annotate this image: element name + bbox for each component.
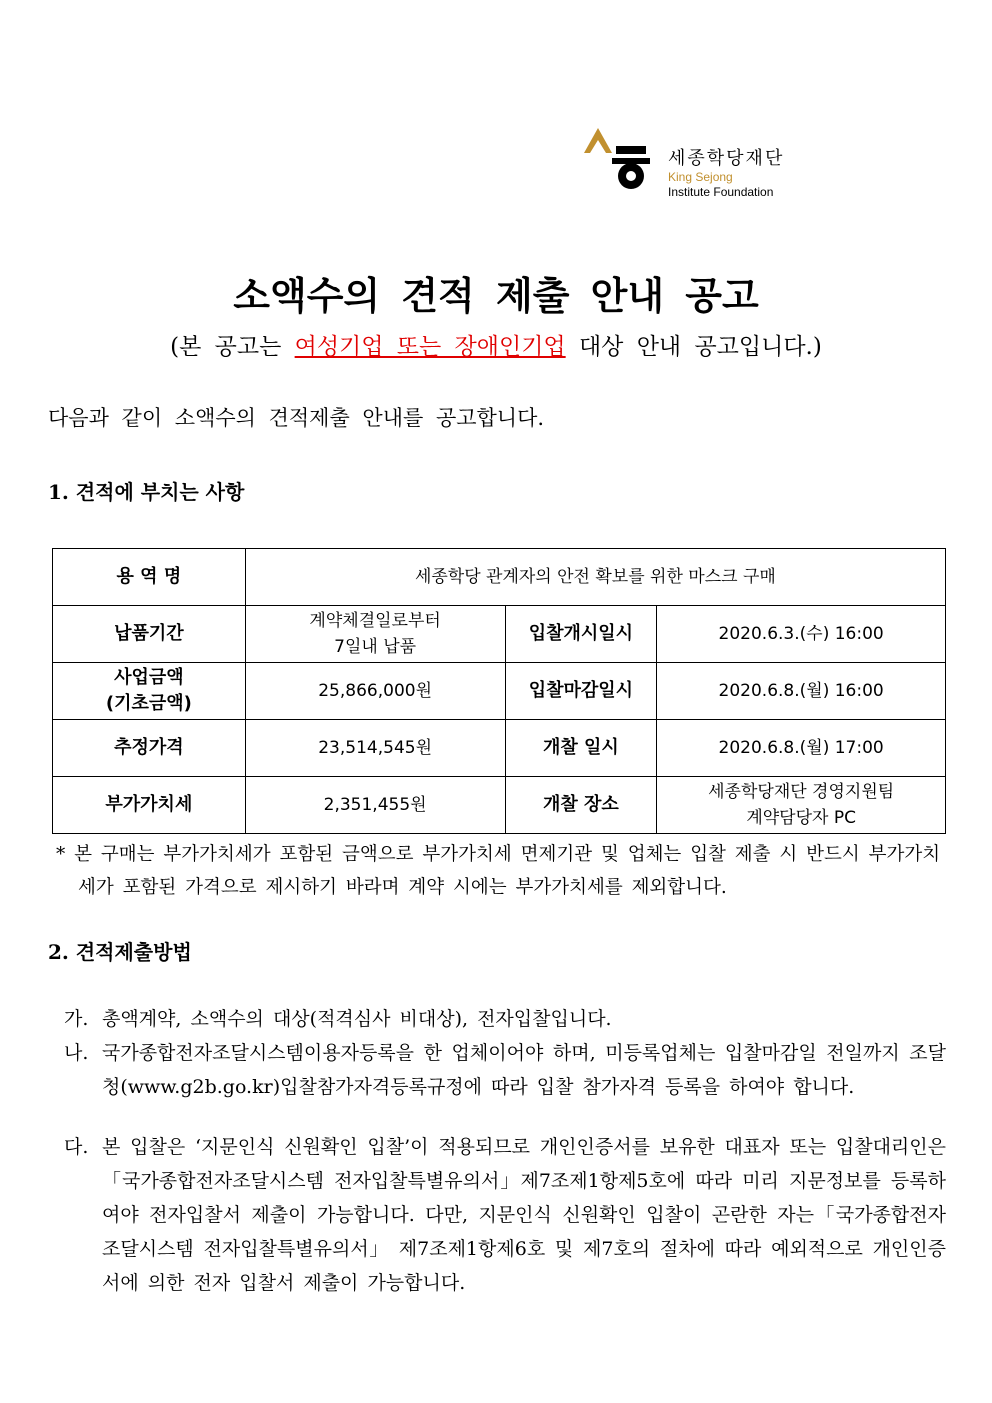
subtitle-suffix: 대상 안내 공고입니다.): [565, 334, 822, 360]
bid-open-label: 입찰개시일시: [505, 606, 657, 663]
foundation-logo: [582, 128, 842, 203]
amount-value: 25,866,000원: [245, 663, 505, 720]
logo-english-line2: Institute Foundation: [668, 185, 774, 199]
table-row: [53, 777, 946, 834]
item-label: 나.: [64, 1042, 89, 1064]
vat-value: 2,351,455원: [245, 777, 505, 834]
place-label: 개찰 장소: [505, 777, 657, 834]
amount-label-line1: 사업금액: [114, 667, 184, 688]
estimate-value: 23,514,545원: [245, 720, 505, 777]
delivery-value: [245, 606, 505, 663]
bid-close-label: 입찰마감일시: [505, 663, 657, 720]
service-name-value: 세종학당 관계자의 안전 확보를 위한 마스크 구매: [245, 549, 945, 606]
intro-text: 다음과 같이 소액수의 견적제출 안내를 공고합니다.: [48, 406, 545, 430]
item-text: 국가종합전자조달시스템이용자등록을 한 업체이어야 하며, 미등록업체는 입찰마감일 전일까지 조달청(www.g2b.go.kr)입찰참가자격등록규정에 따라 입찰 참가자격 등록을 하여야 합니다.: [102, 1042, 946, 1098]
list-item: [64, 1002, 946, 1036]
table-row: [53, 549, 946, 606]
subtitle-highlight: 여성기업 또는 장애인기업: [294, 334, 566, 360]
delivery-line2: 7일내 납품: [334, 637, 417, 657]
estimate-label: 추정가격: [53, 720, 246, 777]
vat-label: 부가가치세: [53, 777, 246, 834]
logo-emblem-icon: [582, 128, 662, 203]
subtitle: [0, 328, 992, 361]
amount-label-line2: (기초금액): [105, 693, 192, 714]
logo-korean-text: 세종학당재단: [668, 148, 785, 169]
logo-english-line1: King Sejong: [668, 170, 733, 184]
section1-heading: 1. 견적에 부치는 사항: [48, 480, 245, 504]
table-row: [53, 720, 946, 777]
page-title: 소액수의 견적 제출 안내 공고: [233, 274, 759, 318]
place-line2: 계약담당자 PC: [746, 808, 856, 828]
table-row: [53, 663, 946, 720]
item-text: 본 입찰은 ‘지문인식 신원확인 입찰’이 적용되므로 개인인증서를 보유한 대표자 또는 입찰대리인은 「국가종합전자조달시스템 전자입찰특별유의서」제7조제1항제5호에 따라 미리 지문정보를 등록하여야 전자입찰서 제출이 가능합니다. 다만, 지문인식 신원확인 입찰이 곤란한 자는「국가종합전자조달시스템 전자입찰특별유의서」 제7조제1항제6호 및 제7호의 절차에 따라 예외적으로 개인인증서에 의한 전자 입찰서 제출이 가능합니다.: [102, 1136, 946, 1294]
item-text: 총액계약, 소액수의 대상(적격심사 비대상), 전자입찰입니다.: [102, 1008, 612, 1030]
bid-open-value: 2020.6.3.(수) 16:00: [657, 606, 946, 663]
list-item: [64, 1036, 946, 1104]
section2-heading: 2. 견적제출방법: [48, 940, 192, 964]
amount-label: [53, 663, 246, 720]
opening-label: 개찰 일시: [505, 720, 657, 777]
vat-note: * 본 구매는 부가가치세가 포함된 금액으로 부가가치세 면제기관 및 업체는 입찰 제출 시 반드시 부가가치세가 포함된 가격으로 제시하기 바라며 계약 시에는 부가가치세를 제외합니다.: [56, 844, 941, 898]
opening-value: 2020.6.8.(월) 17:00: [657, 720, 946, 777]
service-name-label: 용 역 명: [53, 549, 246, 606]
subtitle-prefix: (본 공고는: [170, 334, 295, 360]
item-label: 다.: [64, 1136, 89, 1158]
table-row: [53, 606, 946, 663]
item-label: 가.: [64, 1008, 89, 1030]
place-value: [657, 777, 946, 834]
list-item: [64, 1130, 946, 1300]
bid-info-table: [52, 548, 946, 834]
delivery-label: 납품기간: [53, 606, 246, 663]
bid-close-value: 2020.6.8.(월) 16:00: [657, 663, 946, 720]
place-line1: 세종학당재단 경영지원팀: [708, 782, 895, 802]
delivery-line1: 계약체결일로부터: [309, 611, 441, 631]
